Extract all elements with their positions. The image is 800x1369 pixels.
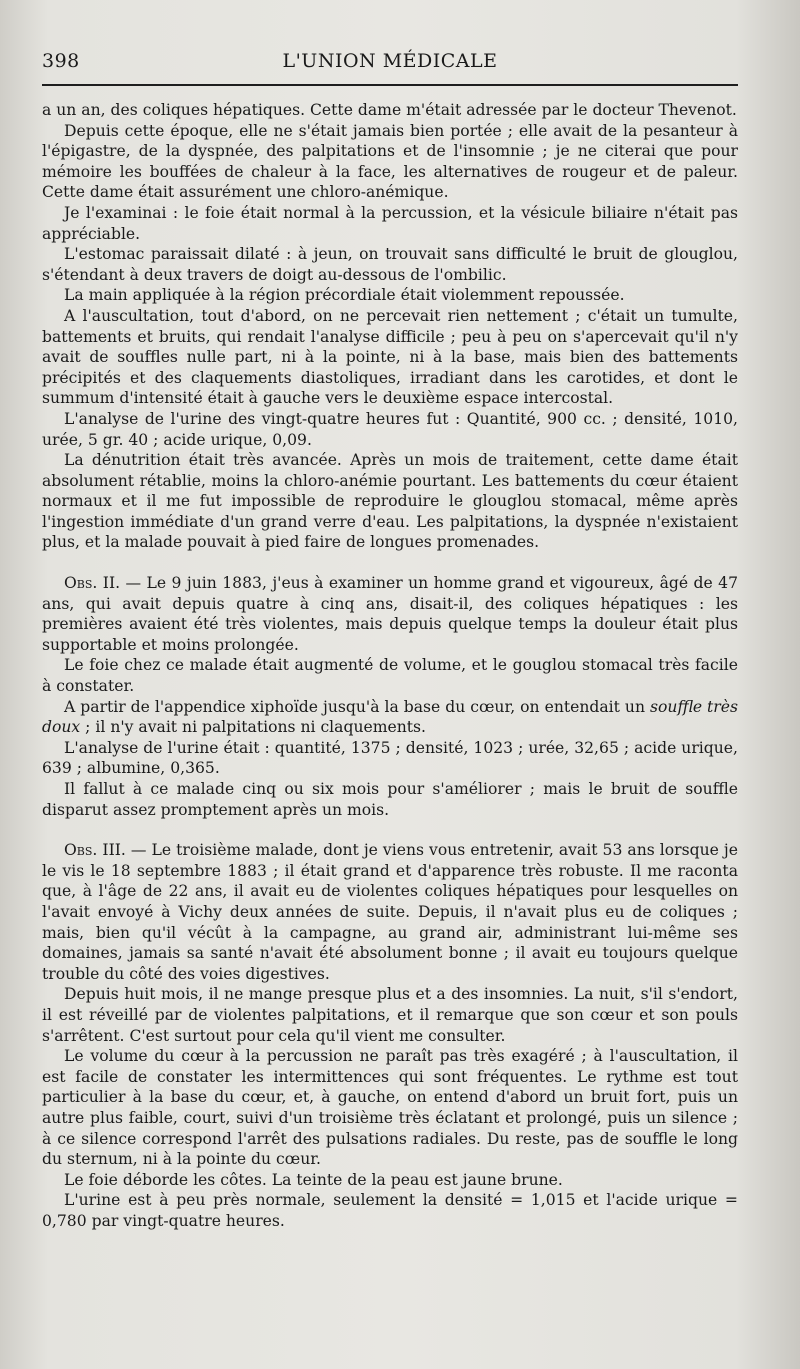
header-rule [42,84,738,86]
paragraph: La dénutrition était très avancée. Après un mois de traitement, cette dame était absolument rétablie, moins la chloro-anémie pourtant. Les battements du cœur étaient normaux et il me fut impossible de reproduire le glouglou stomacal, même après l'ingestion immédiate d'un grand verre d'eau. Les palpitations, la dyspnée n'existaient plus, et la malade pouvait à pied faire de longues promenades. [42,451,738,552]
text-run: A partir de l'appendice xiphoïde jusqu'à la base du cœur, on entendait un [64,697,651,716]
paragraph: a un an, des coliques hépatiques. Cette dame m'était adressée par le docteur Thevenot. [42,101,737,119]
paragraph: Depuis huit mois, il ne mange presque plus et a des insomnies. La nuit, s'il s'endort, il est réveillé par de violentes palpitations, et il remarque que son cœur et son pouls s'arrêtent. C'est surtout pour cela qu'il vient me consulter. [42,985,738,1045]
paragraph: Le foie déborde les côtes. La teinte de la peau est jaune brune. [64,1170,563,1189]
paragraph: Depuis cette époque, elle ne s'était jamais bien portée ; elle avait de la pesanteur à l'épigastre, de la dyspnée, des palpitations et de l'insomnie ; je ne citerai que pour mémoire les bouffées de chaleur à la face, les alternatives de rougeur et de paleur. Cette dame était assurément une chloro-anémique. [42,121,738,202]
observation-label: Obs. II. [64,574,121,593]
paragraph: Le volume du cœur à la percussion ne paraît pas très exagéré ; à l'auscultation, il est facile de constater les intermittences qui sont fréquentes. Le rythme est tout particulier à la base du cœur, et, à gauche, on entend d'abord un bruit fort, puis un autre plus faible, court, suivi d'un troisième très éclatant et prolongé, puis un silence ; à ce silence correspond l'arrêt des pulsations radiales. Du reste, pas de souffle le long du sternum, ni à la pointe du cœur. [42,1047,738,1169]
running-head [42,44,738,78]
text-run: ; il n'y avait ni palpitations ni claquements. [80,718,426,737]
italic-term: souffle très doux [42,697,738,737]
observation-label: Obs. III. [64,841,126,860]
paragraph: A l'auscultation, tout d'abord, on ne percevait rien nettement ; c'était un tumulte, battements et bruits, qui rendait l'analyse difficile ; peu à peu on s'apercevait qu'il n'y avait de souffles nulle part, ni à la pointe, ni à la base, mais bien des battements précipités et des claquements diastoliques, irradiant dans les carotides, et dont le summum d'intensité était à gauche vers le deuxième espace intercostal. [42,306,738,408]
observation-3-intro [42,840,738,984]
paragraph: L'analyse de l'urine des vingt-quatre heures fut : Quantité, 900 cc. ; densité, 1010, urée, 5 gr. 40 ; acide urique, 0,09. [42,409,738,449]
paragraph: L'analyse de l'urine était : quantité, 1375 ; densité, 1023 ; urée, 32,65 ; acide urique, 639 ; albumine, 0,365. [42,738,738,778]
body-text [42,100,738,1231]
paragraph: Je l'examinai : le foie était normal à la percussion, et la vésicule biliaire n'était pas appréciable. [42,203,738,243]
observation-text: — Le 9 juin 1883, j'eus à examiner un homme grand et vigoureux, âgé de 47 ans, qui avait depuis quatre à cinq ans, disait-il, des coliques hépatiques : les premières avaient été très violentes, mais depuis quelque temps la douleur était plus supportable et moins prolongée. [42,574,738,654]
paragraph: Il fallut à ce malade cinq ou six mois pour s'améliorer ; mais le bruit de souffle disparut assez promptement après un mois. [42,780,738,819]
observation-text: — Le troisième malade, dont je viens vous entretenir, avait 53 ans lorsque je le vis le 18 septembre 1883 ; il était grand et d'apparence très robuste. Il me raconta que, à l'âge de 22 ans, il avait eu de violentes coliques hépatiques pour lesquelles on l'avait envoyé à Vichy deux années de suite. Depuis, il n'avait plus eu de coliques ; mais, bien qu'il vécût à la campagne, au grand air, administrant lui-même ses domaines, jamais sa santé n'avait été absolument bonne ; il avait eu toujours quelque trouble du côté des voies digestives. [42,841,738,983]
paragraph: Le foie chez ce malade était augmenté de volume, et le gouglou stomacal très facile à constater. [42,656,738,696]
paragraph: L'urine est à peu près normale, seulement la densité = 1,015 et l'acide urique = 0,780 par vingt-quatre heures. [42,1191,738,1230]
paragraph: La main appliquée à la région précordiale était violemment repoussée. [64,286,625,305]
journal-title: L'UNION MÉDICALE [282,50,498,72]
paragraph: L'estomac paraissait dilaté : à jeun, on trouvait sans difficulté le bruit de glouglou, s'étendant à deux travers de doigt au-dessous de l'ombilic. [42,245,738,284]
paragraph [42,697,738,738]
observation-2-intro [42,573,738,655]
page-number: 398 [42,50,80,72]
